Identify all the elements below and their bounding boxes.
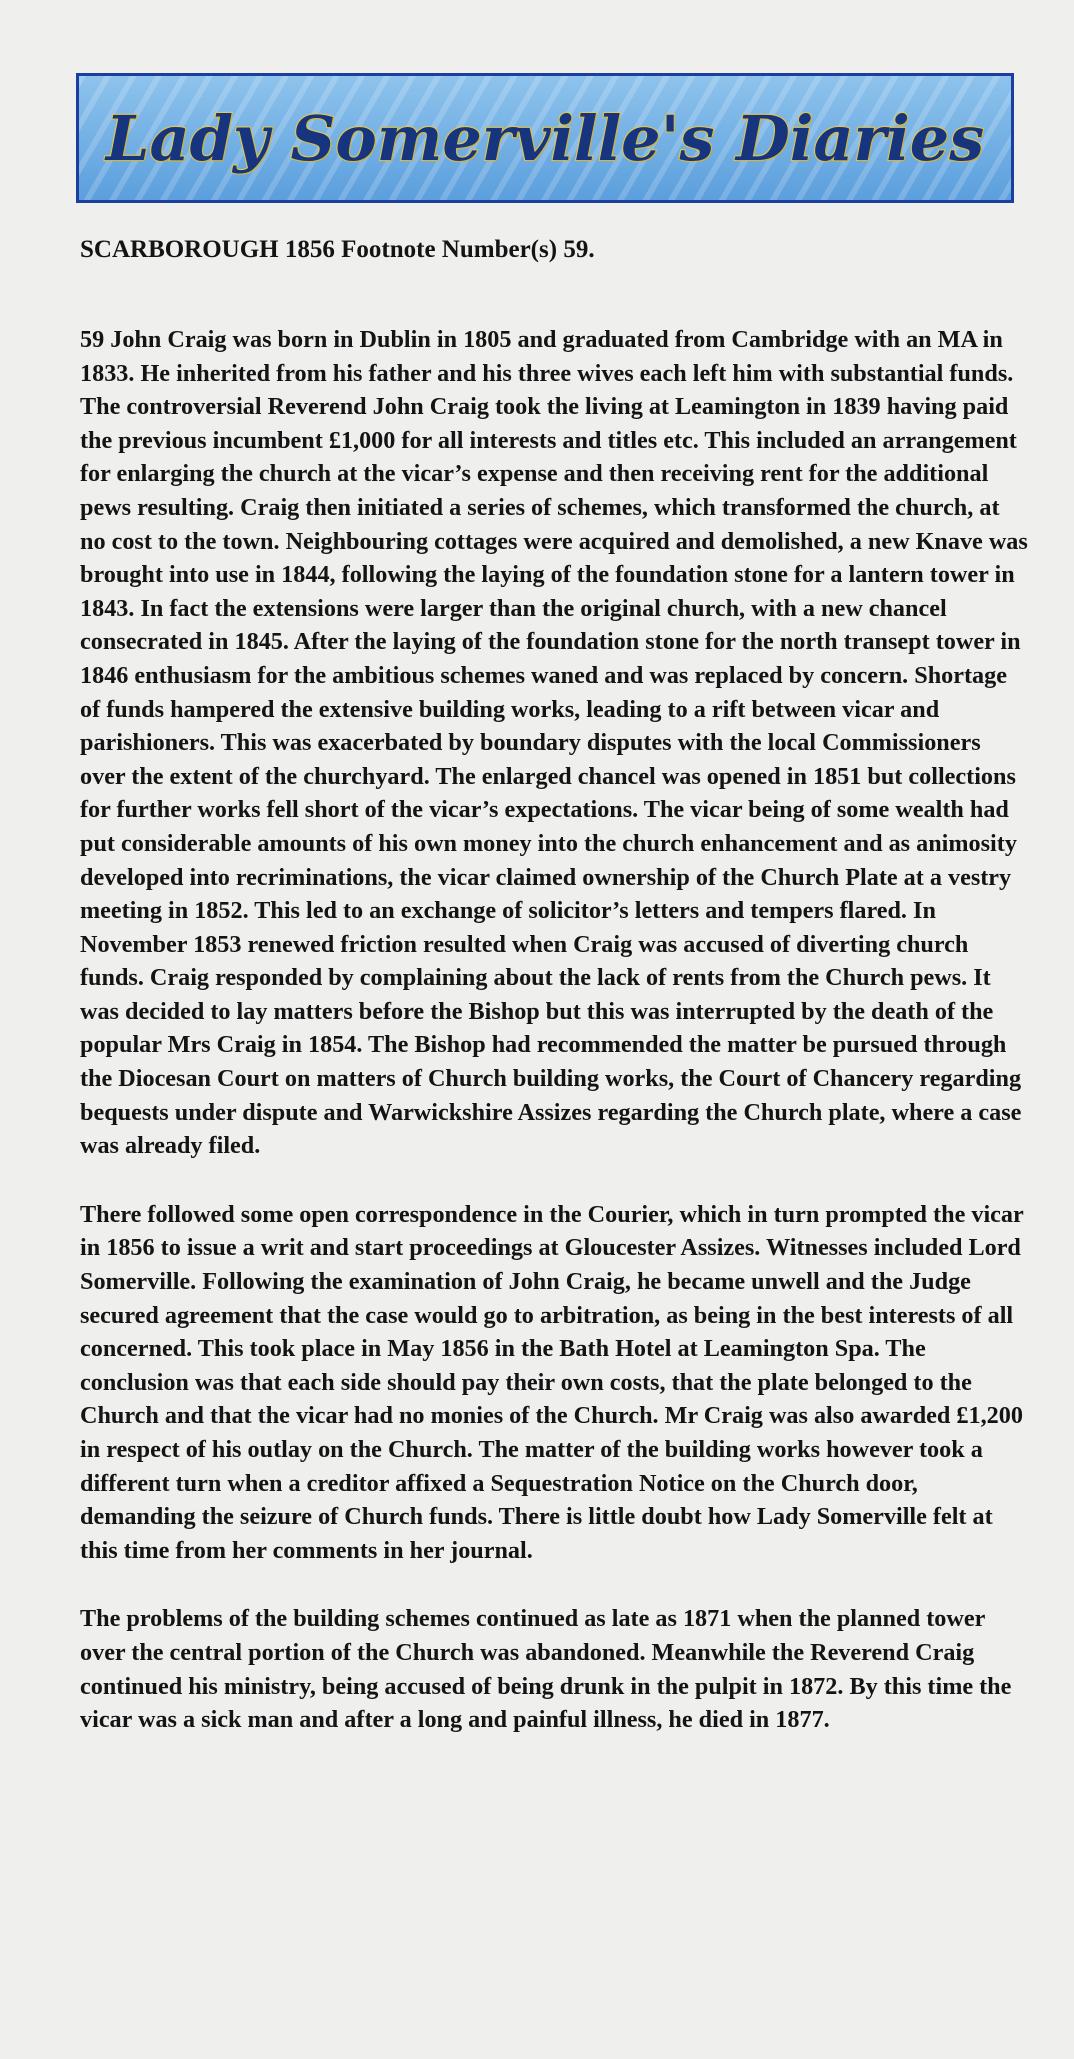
- title-banner: [76, 73, 1014, 203]
- footnote-body: [80, 323, 1028, 1772]
- paragraph-3: The problems of the building schemes continued as late as 1871 when the planned tower over the central portion of the Church was abandoned. Meanwhile the Reverend Craig continued his ministry, being accused of being drunk in the pulpit in 1872. By this time the vicar was a sick man and after a long and painful illness, he died in 1877.: [80, 1605, 1012, 1734]
- document-heading: SCARBOROUGH 1856 Footnote Number(s) 59.: [80, 236, 595, 263]
- banner-title: Lady Somerville's Diaries: [105, 101, 985, 175]
- paragraph-2: There followed some open correspondence in the Courier, which in turn prompted the vicar in 1856 to issue a writ and start proceedings at Gloucester Assizes. Witnesses included Lord Somerville. Following the examination of John Craig, he became unwell and the Judge secured agreement that the case would go to arbitration, as being in the best interests of all concerned. This took place in May 1856 in the Bath Hotel at Leamington Spa. The conclusion was that each side should pay their own costs, that the plate belonged to the Church and that the vicar had no monies of the Church. Mr Craig was also awarded £1,200 in respect of his outlay on the Church. The matter of the building works however took a different turn when a creditor affixed a Sequestration Notice on the Church door, demanding the seizure of Church funds. There is little doubt how Lady Somerville felt at this time from her comments in her journal.: [80, 1200, 1024, 1564]
- paragraph-1: 59 John Craig was born in Dublin in 1805 and graduated from Cambridge with an MA in 1833. He inherited from his father and his three wives each left him with substantial funds. The controversial Reverend John Craig took the living at Leamington in 1839 having paid the previous incumbent £1,000 for all interests and titles etc. This included an arrangement for enlarging the church at the vicar’s expense and then receiving rent for the additional pews resulting. Craig then initiated a series of schemes, which transformed the church, at no cost to the town. Neighbouring cottages were acquired and demolished, a new Knave was brought into use in 1844, following the laying of the foundation stone for a lantern tower in 1843. In fact the extensions were larger than the original church, with a new chancel consecrated in 1845. After the laying of the foundation stone for the north transept tower in 1846 enthusiasm for the ambitious schemes waned and was replaced by concern. Shortage of funds hampered the extensive building works, leading to a rift between vicar and parishioners. This was exacerbated by boundary disputes with the local Commissioners over the extent of the churchyard. The enlarged chancel was opened in 1851 but collections for further works fell short of the vicar’s expectations. The vicar being of some wealth had put considerable amounts of his own money into the church enhancement and as animosity developed into recriminations, the vicar claimed ownership of the Church Plate at a vestry meeting in 1852. This led to an exchange of solicitor’s letters and tempers flared. In November 1853 renewed friction resulted when Craig was accused of diverting church funds. Craig responded by complaining about the lack of rents from the Church pews. It was decided to lay matters before the Bishop but this was interrupted by the death of the popular Mrs Craig in 1854. The Bishop had recommended the matter be pursued through the Diocesan Court on matters of Church building works, the Court of Chancery regarding bequests under dispute and Warwickshire Assizes regarding the Church plate, where a case was already filed.: [80, 326, 1028, 1160]
